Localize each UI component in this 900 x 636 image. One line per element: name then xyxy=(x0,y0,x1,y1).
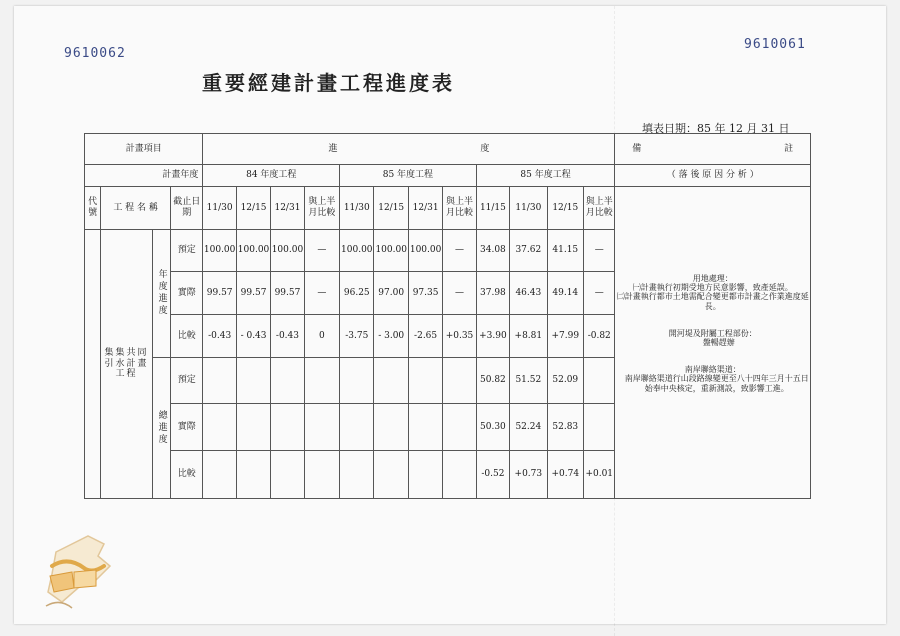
progress-header-1: 進 xyxy=(328,143,338,154)
note-channel-a: 南岸聯絡渠道行山段路線變更至八十四年三月十五日始奉中央核定，重新測設，致影響工進。 xyxy=(624,374,809,393)
compare-85-header: 與上半月比較 xyxy=(443,186,476,229)
progress-header-2: 度 xyxy=(480,143,490,154)
annual-plan-6: 100.00 xyxy=(374,229,408,272)
note-channel xyxy=(615,365,810,393)
progress-header xyxy=(203,134,615,165)
total-actual-empty-7 xyxy=(408,404,442,451)
date-85-1: 11/30 xyxy=(340,186,374,229)
total-diff-4: +0.01 xyxy=(584,451,615,499)
annual-diff-5: -3.75 xyxy=(340,314,374,357)
total-diff-empty-4 xyxy=(304,451,339,499)
total-plan-4 xyxy=(584,357,615,404)
annual-diff-1: -0.43 xyxy=(203,314,236,357)
total-actual-empty-8 xyxy=(443,404,476,451)
date-84-1: 11/30 xyxy=(203,186,236,229)
date-85-3: 12/31 xyxy=(408,186,442,229)
annual-progress-label: 年度進度 xyxy=(152,229,170,357)
total-plan-empty-1 xyxy=(203,357,236,404)
annual-plan-8: — xyxy=(443,229,476,272)
annual-diff-10: +8.81 xyxy=(510,314,547,357)
total-plan-1: 50.82 xyxy=(476,357,509,404)
remarks-notes xyxy=(615,186,811,498)
annual-diff-11: +7.99 xyxy=(547,314,583,357)
year84-header: 84 年度工程 xyxy=(203,164,340,186)
total-actual-empty-2 xyxy=(236,404,270,451)
annual-actual-9: 37.98 xyxy=(476,272,509,315)
annual-actual-8: — xyxy=(443,272,476,315)
archive-watermark-logo xyxy=(26,522,126,617)
total-actual-2: 52.24 xyxy=(510,404,547,451)
total-diff-empty-3 xyxy=(271,451,304,499)
total-diff-2: +0.73 xyxy=(510,451,547,499)
annual-diff-2: - 0.43 xyxy=(236,314,270,357)
project-name-text: 集集共同引水計畫工程 xyxy=(104,348,149,379)
note-river-title: 開河堤及附屬工程部份： xyxy=(668,328,757,338)
total-actual-1: 50.30 xyxy=(476,404,509,451)
total-plan-empty-7 xyxy=(408,357,442,404)
year85-header: 85 年度工程 xyxy=(340,164,477,186)
progress-table xyxy=(84,133,811,499)
total-plan-3: 52.09 xyxy=(547,357,583,404)
note-land xyxy=(615,274,810,311)
annual-plan-12: — xyxy=(584,229,615,272)
total-progress-label: 總進度 xyxy=(152,357,170,498)
document-number-left: 9610062 xyxy=(64,46,126,61)
cutoff-date-header: 截止日期 xyxy=(171,186,203,229)
annual-plan-label: 預定 xyxy=(171,229,203,272)
plan-year-header: 計畫年度 xyxy=(85,164,203,186)
compare-85b-header: 與上半月比較 xyxy=(584,186,615,229)
annual-actual-10: 46.43 xyxy=(510,272,547,315)
annual-plan-9: 34.08 xyxy=(476,229,509,272)
annual-plan-10: 37.62 xyxy=(510,229,547,272)
total-actual-empty-5 xyxy=(340,404,374,451)
note-river xyxy=(615,329,810,347)
total-diff-empty-8 xyxy=(443,451,476,499)
annual-plan-1: 100.00 xyxy=(203,229,236,272)
total-diff-empty-1 xyxy=(203,451,236,499)
annual-plan-11: 41.15 xyxy=(547,229,583,272)
total-plan-empty-2 xyxy=(236,357,270,404)
total-diff-label: 比較 xyxy=(171,451,203,499)
total-actual-empty-3 xyxy=(271,404,304,451)
header-row-3 xyxy=(85,186,811,229)
remarks-header-1: 備 xyxy=(632,143,642,154)
total-actual-3: 52.83 xyxy=(547,404,583,451)
header-row-1 xyxy=(85,134,811,165)
annual-plan-7: 100.00 xyxy=(408,229,442,272)
total-plan-2: 51.52 xyxy=(510,357,547,404)
annual-actual-2: 99.57 xyxy=(236,272,270,315)
annual-plan-2: 100.00 xyxy=(236,229,270,272)
annual-actual-11: 49.14 xyxy=(547,272,583,315)
annual-diff-label: 比較 xyxy=(171,314,203,357)
total-plan-empty-3 xyxy=(271,357,304,404)
annual-plan-3: 100.00 xyxy=(271,229,304,272)
note-channel-title: 南岸聯絡渠道： xyxy=(684,365,741,375)
remarks-header-2: 註 xyxy=(784,143,794,154)
total-plan-empty-6 xyxy=(374,357,408,404)
total-plan-empty-8 xyxy=(443,357,476,404)
page-title: 重要經建計畫工程進度表 xyxy=(202,71,455,95)
code-cell xyxy=(85,229,101,498)
project-item-header: 計畫項目 xyxy=(85,134,203,165)
remarks-header xyxy=(615,134,811,165)
compare-84-header: 與上半月比較 xyxy=(304,186,339,229)
annual-diff-3: -0.43 xyxy=(271,314,304,357)
total-diff-3: +0.74 xyxy=(547,451,583,499)
project-name xyxy=(101,229,153,498)
annual-plan-5: 100.00 xyxy=(340,229,374,272)
total-diff-empty-5 xyxy=(340,451,374,499)
annual-diff-12: -0.82 xyxy=(584,314,615,357)
project-name-header: 工 程 名 稱 xyxy=(101,186,171,229)
note-land-b: ㈡計畫執行都市土地需配合變更都市計畫之作業進度延長。 xyxy=(616,292,809,311)
note-river-a: 盤暢趕辦 xyxy=(702,338,735,348)
remarks-subheader: （ 落 後 原 因 分 析 ） xyxy=(615,164,811,186)
total-plan-empty-4 xyxy=(304,357,339,404)
annual-diff-8: +0.35 xyxy=(443,314,476,357)
annual-diff-4: 0 xyxy=(304,314,339,357)
date-84-3: 12/31 xyxy=(271,186,304,229)
date-85b-3: 12/15 xyxy=(547,186,583,229)
total-plan-empty-5 xyxy=(340,357,374,404)
total-actual-empty-4 xyxy=(304,404,339,451)
total-actual-empty-1 xyxy=(203,404,236,451)
annual-diff-7: -2.65 xyxy=(408,314,442,357)
fill-date: 填表日期：85 年 12 月 31 日 xyxy=(642,122,790,135)
date-85b-2: 11/30 xyxy=(510,186,547,229)
total-actual-label: 實際 xyxy=(171,404,203,451)
annual-diff-9: +3.90 xyxy=(476,314,509,357)
header-row-2 xyxy=(85,164,811,186)
year85b-header: 85 年度工程 xyxy=(476,164,615,186)
annual-actual-1: 99.57 xyxy=(203,272,236,315)
code-header: 代號 xyxy=(85,186,101,229)
total-diff-empty-6 xyxy=(374,451,408,499)
annual-actual-5: 96.25 xyxy=(340,272,374,315)
total-diff-empty-2 xyxy=(236,451,270,499)
note-land-a: ㈠計畫執行初期受地方民意影響，致產延誤。 xyxy=(632,283,793,293)
total-diff-empty-7 xyxy=(408,451,442,499)
annual-actual-7: 97.35 xyxy=(408,272,442,315)
note-land-title: 用地處理： xyxy=(692,274,733,284)
total-actual-4 xyxy=(584,404,615,451)
annual-actual-3: 99.57 xyxy=(271,272,304,315)
annual-actual-6: 97.00 xyxy=(374,272,408,315)
annual-actual-12: — xyxy=(584,272,615,315)
annual-diff-6: - 3.00 xyxy=(374,314,408,357)
annual-actual-4: — xyxy=(304,272,339,315)
total-plan-label: 預定 xyxy=(171,357,203,404)
date-85b-1: 11/15 xyxy=(476,186,509,229)
total-diff-1: -0.52 xyxy=(476,451,509,499)
total-actual-empty-6 xyxy=(374,404,408,451)
document-number-right: 9610061 xyxy=(744,37,806,52)
date-84-2: 12/15 xyxy=(236,186,270,229)
annual-actual-label: 實際 xyxy=(171,272,203,315)
date-85-2: 12/15 xyxy=(374,186,408,229)
annual-plan-4: — xyxy=(304,229,339,272)
